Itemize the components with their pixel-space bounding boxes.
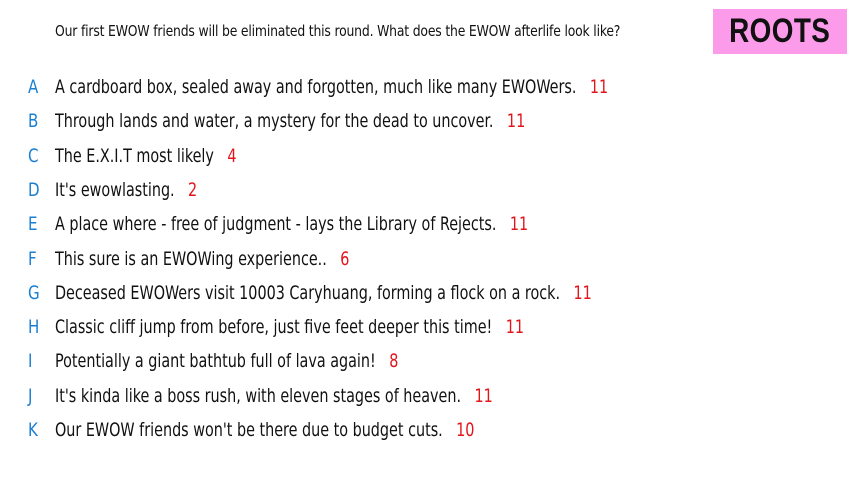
response-text-wrap	[55, 282, 592, 304]
response-text-wrap	[55, 316, 524, 338]
response-letter: F	[28, 247, 37, 270]
response-text: This sure is an EWOWing experience..	[55, 247, 327, 270]
response-text: Deceased EWOWers visit 10003 Caryhuang, forming a flock on a rock.	[55, 281, 561, 304]
response-count: 8	[389, 350, 399, 373]
response-letter: A	[28, 76, 39, 98]
response-text-wrap	[55, 213, 528, 235]
response-text: A cardboard box, sealed away and forgotten, much like many EWOWers.	[55, 76, 577, 98]
response-text-wrap	[55, 248, 349, 270]
response-letter: E	[28, 213, 38, 236]
response-count: 11	[509, 213, 529, 236]
response-row	[0, 72, 853, 102]
response-text-wrap	[55, 350, 398, 372]
response-count: 11	[505, 316, 525, 339]
response-row	[0, 175, 853, 205]
response-count: 11	[474, 384, 493, 407]
response-count: 10	[456, 419, 475, 441]
response-count: 11	[506, 110, 526, 133]
roots-badge	[713, 9, 847, 54]
response-letter: J	[28, 384, 33, 407]
response-text: It's kinda like a boss rush, with eleven stages of heaven.	[55, 384, 462, 407]
response-letter: C	[28, 144, 39, 167]
response-text-wrap	[55, 385, 493, 407]
response-count: 2	[188, 178, 198, 201]
response-row	[0, 106, 853, 136]
response-row	[0, 278, 853, 308]
response-letter: B	[28, 110, 39, 133]
response-text-wrap	[55, 76, 608, 98]
response-count: 6	[340, 247, 350, 270]
response-text: A place where - free of judgment - lays the Library of Rejects.	[55, 213, 497, 236]
response-text: Potentially a giant bathtub full of lava again!	[55, 350, 376, 373]
response-letter: H	[28, 316, 40, 339]
response-text: Classic cliff jump from before, just five feet deeper this time!	[55, 316, 493, 339]
response-row	[0, 209, 853, 239]
response-letter: G	[28, 281, 40, 304]
response-text-wrap	[55, 145, 236, 167]
response-row	[0, 244, 853, 274]
response-text: Our EWOW friends won't be there due to budget cuts.	[55, 419, 443, 441]
response-text: Through lands and water, a mystery for the dead to uncover.	[55, 110, 494, 133]
response-count: 11	[573, 281, 592, 304]
response-count: 4	[227, 144, 237, 167]
response-text-wrap	[55, 110, 525, 132]
response-letter: K	[28, 419, 38, 441]
response-row	[0, 381, 853, 411]
response-row	[0, 346, 853, 376]
response-text-wrap	[55, 179, 197, 201]
response-count: 11	[589, 76, 609, 98]
response-row	[0, 415, 853, 445]
response-row	[0, 141, 853, 171]
prompt-text: Our first EWOW friends will be eliminated this round. What does the EWOW afterlife look like?	[55, 22, 621, 40]
response-row	[0, 312, 853, 342]
response-text: The E.X.I.T most likely	[55, 144, 214, 167]
response-letter: I	[28, 350, 33, 373]
badge-label: ROOTS	[729, 12, 831, 50]
response-letter: D	[28, 178, 40, 201]
response-text-wrap	[55, 419, 474, 441]
response-text: It's ewowlasting.	[55, 178, 175, 201]
